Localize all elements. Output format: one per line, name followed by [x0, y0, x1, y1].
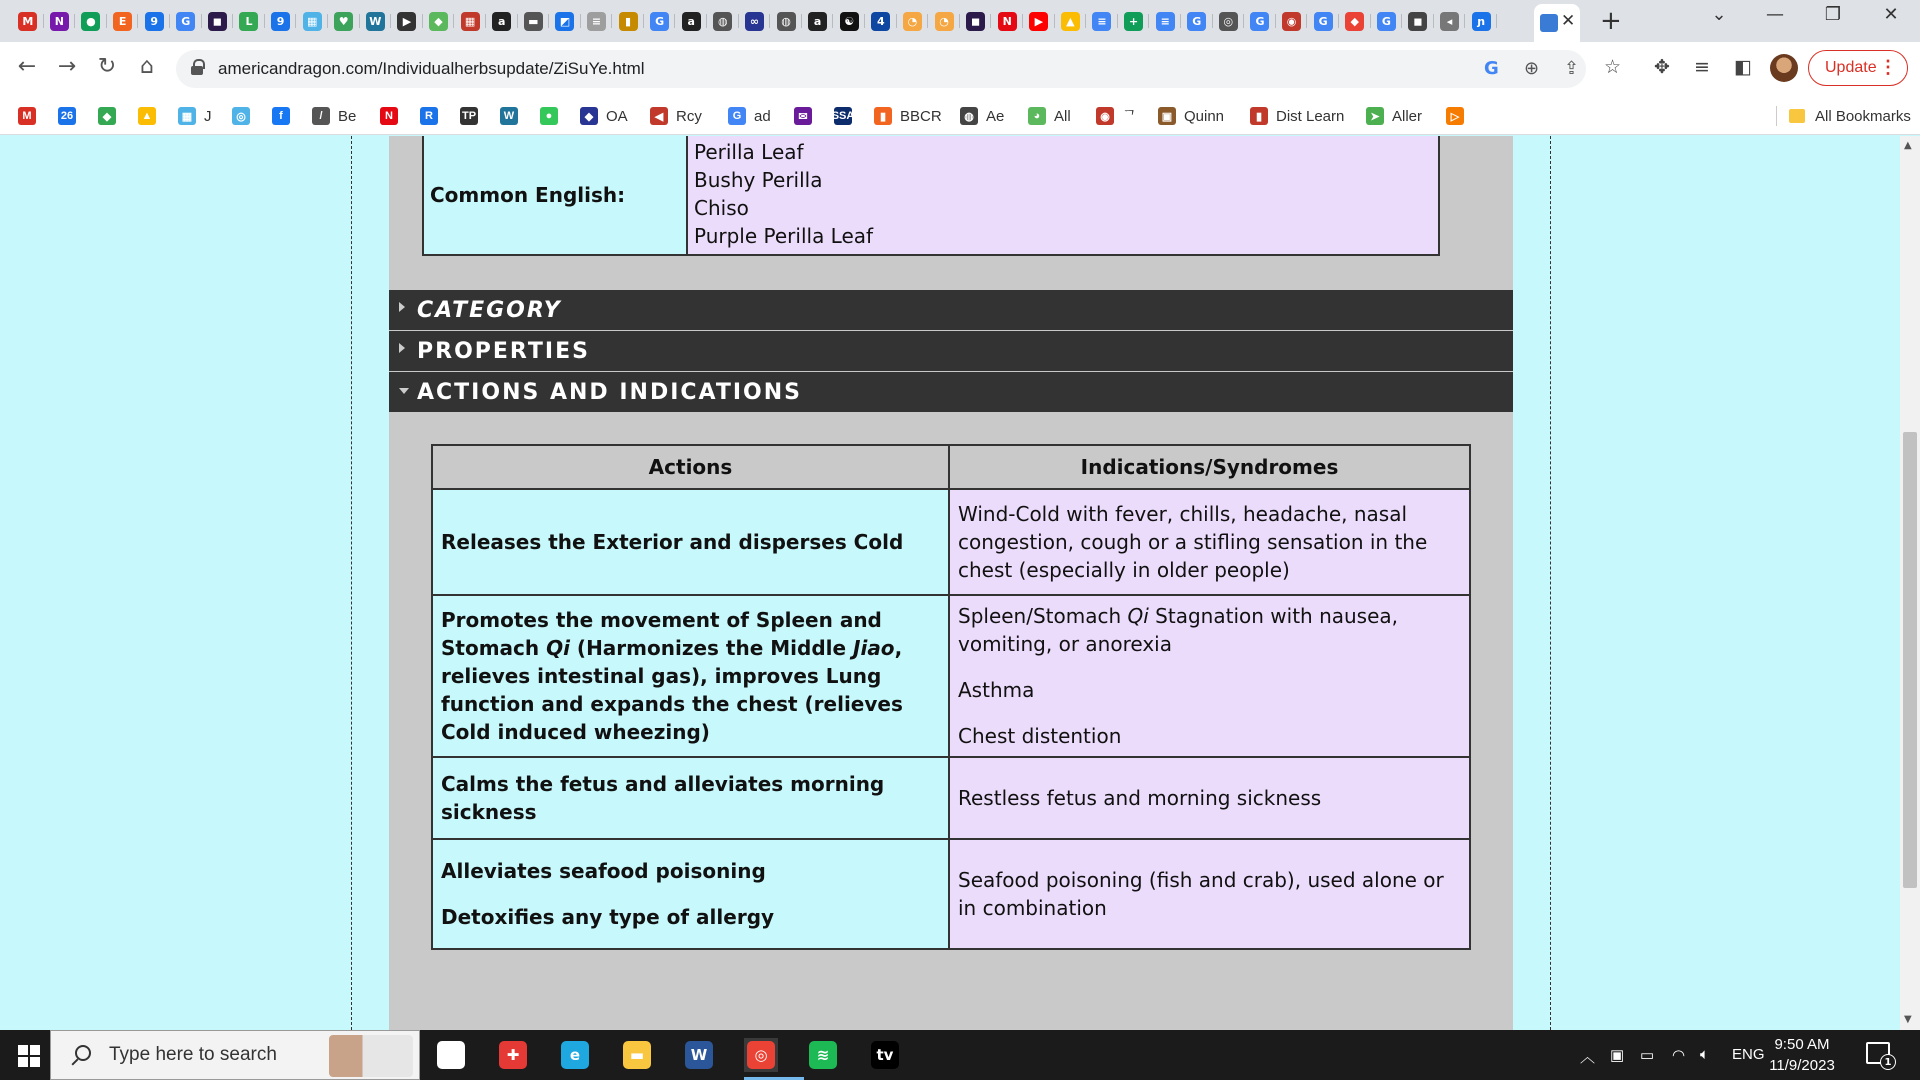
bookmark-favicon-icon: ▲	[138, 107, 156, 125]
lock-icon[interactable]	[190, 59, 204, 77]
edge-icon: e	[561, 1041, 589, 1069]
apple-tv-icon: tv	[871, 1041, 899, 1069]
bookmark-favicon-icon: ▦	[178, 107, 196, 125]
side-panel-icon[interactable]: ◧	[1734, 56, 1752, 78]
google-2-icon: G	[650, 12, 669, 31]
bookmark-item[interactable]	[1366, 105, 1422, 127]
tab-chart[interactable]	[296, 8, 328, 34]
bookmark-item[interactable]	[540, 105, 566, 127]
table-header-row	[432, 445, 1470, 489]
search-highlight-image	[329, 1035, 413, 1077]
docs-icon: ≡	[1092, 12, 1111, 31]
spiral-icon: ◎	[1219, 12, 1238, 31]
section-properties[interactable]	[389, 331, 1513, 371]
bookmark-item[interactable]	[420, 105, 446, 127]
tab-bar[interactable]	[518, 8, 550, 34]
tab-calendar-2[interactable]	[265, 8, 297, 34]
meet-now-icon[interactable]: ▣	[1610, 1047, 1625, 1064]
bookmark-item[interactable]	[138, 105, 164, 127]
orange-icon: ◔	[903, 12, 922, 31]
google-6-icon: G	[1377, 12, 1396, 31]
bookmark-favicon-icon: W	[500, 107, 518, 125]
start-button[interactable]	[18, 1045, 40, 1067]
url-text[interactable]: americandragon.com/Individualherbsupdate/ZiSuYe.html	[218, 59, 645, 78]
chart-icon: ▦	[303, 12, 322, 31]
herb-content	[389, 136, 1513, 1030]
bookmark-favicon-icon: ◕	[1028, 107, 1046, 125]
bar-icon: ▬	[524, 12, 543, 31]
tab-google-4[interactable]	[1244, 8, 1276, 34]
tab-calendar[interactable]	[138, 8, 170, 34]
tab-docs[interactable]	[1086, 8, 1118, 34]
tab-etsy[interactable]	[107, 8, 139, 34]
onenote-icon: N	[50, 12, 69, 31]
taskbar-apple-tv[interactable]	[868, 1038, 902, 1072]
heart-icon: ♥	[334, 12, 353, 31]
tab-yinyang[interactable]	[833, 8, 865, 34]
bookmark-favicon-icon: /	[312, 107, 330, 125]
bookmark-favicon-icon: ◉	[1096, 107, 1114, 125]
tab-dark-2[interactable]	[960, 8, 992, 34]
action-text: Releases the Exterior and disperses Cold	[441, 530, 904, 554]
tab-arrow[interactable]	[391, 8, 423, 34]
bookmark-label: BBCR	[900, 107, 942, 125]
taskbar-health-app[interactable]	[496, 1038, 530, 1072]
google-5-icon: G	[1314, 12, 1333, 31]
close-window-button[interactable]: ✕	[1883, 4, 1899, 25]
text-run: (Harmonizes the Middle	[569, 636, 854, 660]
page-border-right	[1550, 136, 1551, 1030]
italic-term: Jiao	[853, 636, 895, 660]
taskbar-file-explorer[interactable]	[620, 1038, 654, 1072]
taskbar-clock[interactable]	[1762, 1034, 1842, 1076]
show-hidden-icons-chevron-icon[interactable]: ︿	[1580, 1049, 1596, 1066]
wifi-icon[interactable]: ◠	[1672, 1047, 1686, 1064]
bookmark-favicon-icon: 26	[58, 107, 76, 125]
bookmark-label: ᄀ	[1122, 108, 1137, 126]
etsy-icon: E	[113, 12, 132, 31]
text-run: , relieves intestinal gas), improves Lung function and expands the chest (relieves Cold induced wheezing)	[441, 636, 903, 744]
tab-green-app[interactable]	[233, 8, 265, 34]
orange-2-icon: ◔	[935, 12, 954, 31]
common-english-label: Common English:	[424, 136, 688, 254]
action-cell	[432, 489, 949, 595]
extensions-icon[interactable]: ✥	[1654, 56, 1670, 78]
action-text: Alleviates seafood poisoning	[441, 859, 766, 883]
bookmark-item[interactable]	[1446, 105, 1472, 127]
collapse-triangle-icon	[399, 388, 409, 394]
squiggle-icon: ɲ	[1472, 12, 1491, 31]
bookmark-favicon-icon: ➤	[1366, 107, 1384, 125]
tab-bars[interactable]	[612, 8, 644, 34]
tab-strip	[0, 0, 1920, 42]
bookmark-favicon-icon: ◆	[98, 107, 116, 125]
tab-drive[interactable]	[1055, 8, 1087, 34]
text-run: Promotes the movement of Spleen and Stomach	[441, 608, 882, 660]
tab-drop[interactable]	[75, 8, 107, 34]
bookmark-item[interactable]	[1096, 105, 1137, 127]
bookmark-star-icon[interactable]: ☆	[1604, 56, 1622, 78]
bookmark-item[interactable]	[312, 105, 356, 127]
tab-list	[12, 8, 1497, 34]
tab-box[interactable]	[1402, 8, 1434, 34]
common-name: Perilla Leaf	[694, 140, 804, 164]
taskbar-word[interactable]	[682, 1038, 716, 1072]
italic-term: Qi	[1127, 604, 1149, 628]
bookmark-label: Dist Learn	[1276, 107, 1345, 125]
bookmark-item[interactable]	[960, 105, 1004, 127]
action-text: Detoxifies any type of allergy	[441, 905, 775, 929]
tab-globe-2[interactable]	[770, 8, 802, 34]
clock-date: 11/9/2023	[1769, 1057, 1835, 1074]
action-cell	[432, 757, 949, 839]
taskbar-spotify[interactable]	[806, 1038, 840, 1072]
browser-toolbar	[0, 42, 1920, 96]
bookmark-label: J	[204, 107, 212, 125]
tab-wordpress[interactable]	[360, 8, 392, 34]
common-name: Bushy Perilla	[694, 168, 823, 192]
bookmark-favicon-icon: ▮	[874, 107, 892, 125]
tab-maps[interactable]	[1339, 8, 1371, 34]
docs-2-icon: ≡	[1156, 12, 1175, 31]
tab-squiggle[interactable]	[1465, 8, 1497, 34]
active-tab[interactable]	[1534, 4, 1580, 42]
indication-cell	[949, 757, 1470, 839]
sound-icon: ◂	[1440, 12, 1459, 31]
health-app-icon: ✚	[499, 1041, 527, 1069]
tab-gmail[interactable]	[12, 8, 44, 34]
tab-google-6[interactable]	[1371, 8, 1403, 34]
table-row	[432, 839, 1470, 949]
bookmark-item[interactable]	[728, 105, 771, 127]
indication-text: Seafood poisoning (fish and crab), used alone or in combination	[958, 868, 1444, 920]
bookmark-label: Ae	[986, 107, 1005, 125]
indication-cell	[949, 595, 1470, 757]
tab-heart[interactable]	[328, 8, 360, 34]
box-icon: ◼	[1408, 12, 1427, 31]
bookmark-item[interactable]	[650, 105, 702, 127]
italic-term: Qi	[546, 636, 570, 660]
section-properties-title: PROPERTIES	[417, 338, 590, 364]
bookmark-label: Rcy	[676, 107, 702, 125]
bookmark-item[interactable]	[18, 105, 44, 127]
bookmark-favicon-icon: ◆	[580, 107, 598, 125]
section-actions-title: ACTIONS AND INDICATIONS	[417, 379, 803, 405]
tab-netflix[interactable]	[991, 8, 1023, 34]
google-icon: G	[176, 12, 195, 31]
amazon-icon: a	[492, 12, 511, 31]
grid-red-icon: ▦	[461, 12, 480, 31]
bookmark-favicon-icon: ▮	[1250, 107, 1268, 125]
image-icon: ◩	[555, 12, 574, 31]
amazon-3-icon: a	[808, 12, 827, 31]
bookmark-favicon-icon: ◀	[650, 107, 668, 125]
table-row	[432, 757, 1470, 839]
section-category[interactable]	[389, 290, 1513, 330]
tab-shield[interactable]	[423, 8, 455, 34]
table-row	[432, 595, 1470, 757]
bookmark-favicon-icon: ◍	[960, 107, 978, 125]
bookmarks-separator	[1776, 106, 1777, 126]
bookmark-item[interactable]	[380, 105, 406, 127]
clock-time: 9:50 AM	[1774, 1036, 1830, 1053]
tab-doc[interactable]	[581, 8, 613, 34]
google-3-icon: G	[1187, 12, 1206, 31]
notification-count: 1	[1880, 1054, 1896, 1070]
text-run: Stagnation with nausea, vomiting, or anorexia	[958, 604, 1399, 656]
bookmark-item[interactable]	[831, 105, 860, 127]
home-button[interactable]: ⌂	[140, 54, 154, 79]
tab-google[interactable]	[170, 8, 202, 34]
bookmark-item[interactable]	[272, 105, 298, 127]
task-view-icon: ⊟	[437, 1041, 465, 1069]
tab-link[interactable]	[739, 8, 771, 34]
bookmark-item[interactable]	[232, 105, 258, 127]
actions-header: Actions	[432, 445, 949, 489]
bookmark-item[interactable]	[58, 105, 84, 127]
update-button-label: Update	[1825, 59, 1877, 76]
reading-list-icon[interactable]: ≡	[1694, 56, 1710, 78]
green-app-icon: L	[239, 12, 258, 31]
bookmark-favicon-icon: ▣	[1158, 107, 1176, 125]
page-viewport	[0, 136, 1900, 1030]
bookmark-item[interactable]	[1158, 105, 1224, 127]
bookmark-item[interactable]	[98, 105, 124, 127]
yinyang-icon: ☯	[840, 12, 859, 31]
folder-icon	[1789, 109, 1805, 123]
common-english-names	[688, 136, 1438, 254]
scroll-up-arrow-icon[interactable]: ▲	[1904, 140, 1912, 151]
indication-cell	[949, 489, 1470, 595]
section-actions-indications[interactable]	[389, 372, 1513, 412]
chrome-icon: ◎	[747, 1041, 775, 1069]
drop-icon: ●	[81, 12, 100, 31]
maps-icon: ◆	[1345, 12, 1364, 31]
scroll-down-arrow-icon[interactable]: ▼	[1904, 1014, 1912, 1025]
share-icon[interactable]: ⇪	[1564, 58, 1580, 79]
all-bookmarks-button[interactable]	[1776, 105, 1911, 127]
section-category-title: CATEGORY	[417, 297, 562, 323]
dark-2-icon: ◼	[966, 12, 985, 31]
tab-docs-2[interactable]	[1149, 8, 1181, 34]
tab-sheets[interactable]	[1118, 8, 1150, 34]
tab-orange-2[interactable]	[928, 8, 960, 34]
tab-amazon-2[interactable]	[675, 8, 707, 34]
new-tab-button[interactable]: +	[1600, 6, 1622, 36]
tab-image[interactable]	[549, 8, 581, 34]
indication-text: Restless fetus and morning sickness	[958, 786, 1322, 810]
sheets-icon: +	[1124, 12, 1143, 31]
vertical-scrollbar[interactable]	[1900, 136, 1920, 1030]
bookmark-item[interactable]	[500, 105, 526, 127]
menu-dots-icon: ⋮	[1879, 57, 1897, 77]
tab-onenote[interactable]	[44, 8, 76, 34]
common-english-table	[422, 136, 1440, 256]
tab-amazon-3[interactable]	[802, 8, 834, 34]
profile-avatar[interactable]	[1770, 54, 1798, 82]
bookmark-label: Be	[338, 107, 357, 125]
table-row	[432, 489, 1470, 595]
doc-icon: ≡	[587, 12, 606, 31]
drive-icon: ▲	[1061, 12, 1080, 31]
tab-orange[interactable]	[897, 8, 929, 34]
globe-2-icon: ◍	[777, 12, 796, 31]
volume-icon[interactable]: 🔈︎	[1700, 1046, 1710, 1063]
actions-indications-table	[431, 444, 1471, 950]
zoom-icon[interactable]: ⊕	[1524, 58, 1540, 79]
bookmarks-bar	[0, 96, 1920, 135]
close-tab-icon[interactable]: ✕	[1561, 11, 1576, 31]
notification-center-icon[interactable]	[1866, 1042, 1892, 1068]
bookmark-item[interactable]	[580, 105, 628, 127]
action-cell	[432, 595, 949, 757]
indication-text: Wind-Cold with fever, chills, headache, nasal congestion, cough or a stifling sensation in the chest (especially in older people)	[958, 502, 1428, 582]
text-run: Chest distention	[958, 724, 1122, 748]
address-bar[interactable]	[176, 50, 1586, 88]
calendar-icon: 9	[145, 12, 164, 31]
bookmark-label: Aller	[1392, 107, 1423, 125]
bookmark-item[interactable]	[1250, 105, 1344, 127]
language-indicator[interactable]: ENG	[1732, 1046, 1765, 1063]
tab-youtube[interactable]	[1023, 8, 1055, 34]
spotify-icon: ≋	[809, 1041, 837, 1069]
action-text: Calms the fetus and alleviates morning sickness	[441, 772, 885, 824]
shield-icon: ◆	[429, 12, 448, 31]
search-icon	[75, 1045, 91, 1061]
tab-spiral[interactable]	[1213, 8, 1245, 34]
page-border-left	[351, 136, 352, 1030]
bars-icon: ▮	[619, 12, 638, 31]
bookmark-item[interactable]	[874, 105, 942, 127]
forward-button[interactable]: →	[57, 54, 77, 79]
common-name: Purple Perilla Leaf	[694, 224, 874, 248]
bookmark-label: All	[1054, 107, 1071, 125]
minimize-button[interactable]: —	[1766, 4, 1784, 25]
reload-button[interactable]: ↻	[97, 54, 117, 79]
tab-eye[interactable]	[1276, 8, 1308, 34]
news-icon: 4	[871, 12, 890, 31]
tab-google-3[interactable]	[1181, 8, 1213, 34]
tab-grid-red[interactable]	[454, 8, 486, 34]
file-explorer-icon: ▬	[623, 1041, 651, 1069]
bookmark-label: ad	[754, 107, 771, 125]
bookmark-favicon-icon: ●	[540, 107, 558, 125]
taskbar-edge[interactable]	[558, 1038, 592, 1072]
battery-icon[interactable]: ▭	[1640, 1047, 1655, 1064]
bookmark-favicon-icon: M	[18, 107, 36, 125]
wordpress-icon: W	[366, 12, 385, 31]
all-bookmarks-label: All Bookmarks	[1815, 107, 1911, 125]
amazon-2-icon: a	[682, 12, 701, 31]
text-run: Asthma	[958, 678, 1035, 702]
taskbar-task-view[interactable]	[434, 1038, 468, 1072]
bookmark-favicon-icon: G	[728, 107, 746, 125]
bookmark-item[interactable]	[460, 105, 486, 127]
scrollbar-thumb[interactable]	[1903, 432, 1917, 888]
google-4-icon: G	[1250, 12, 1269, 31]
bookmark-item[interactable]	[178, 105, 212, 127]
bookmark-favicon-icon: N	[380, 107, 398, 125]
gmail-icon: M	[18, 12, 37, 31]
back-button[interactable]: ←	[17, 54, 37, 79]
youtube-icon: ▶	[1029, 12, 1048, 31]
expand-triangle-icon	[399, 343, 405, 353]
tab-dark[interactable]	[202, 8, 234, 34]
tab-sound[interactable]	[1434, 8, 1466, 34]
action-cell	[432, 839, 949, 949]
tab-news[interactable]	[865, 8, 897, 34]
restore-button[interactable]: ❐	[1824, 4, 1842, 25]
word-icon: W	[685, 1041, 713, 1069]
dark-icon: ◼	[208, 12, 227, 31]
google-lens-icon[interactable]: G	[1484, 58, 1499, 79]
tab-search-chevron-icon[interactable]: ⌄	[1711, 4, 1727, 25]
taskbar-search-box[interactable]	[50, 1030, 420, 1080]
arrow-icon: ▶	[397, 12, 416, 31]
bookmark-label: Quinn	[1184, 107, 1225, 125]
taskbar-chrome[interactable]	[744, 1038, 778, 1072]
globe-icon: ◍	[713, 12, 732, 31]
common-name: Chiso	[694, 196, 749, 220]
eye-icon: ◉	[1282, 12, 1301, 31]
link-icon: ∞	[745, 12, 764, 31]
windows-taskbar	[0, 1030, 1920, 1080]
netflix-icon: N	[998, 12, 1017, 31]
bookmark-label: OA	[606, 107, 628, 125]
bookmark-favicon-icon: ▷	[1446, 107, 1464, 125]
expand-triangle-icon	[399, 302, 405, 312]
bookmark-favicon-icon: ◎	[232, 107, 250, 125]
indication-cell	[949, 839, 1470, 949]
calendar-2-icon: 9	[271, 12, 290, 31]
tab-amazon[interactable]	[486, 8, 518, 34]
bookmark-item[interactable]	[1028, 105, 1071, 127]
bookmark-item[interactable]	[794, 105, 820, 127]
indications-header: Indications/Syndromes	[949, 445, 1470, 489]
bookmark-favicon-icon: R	[420, 107, 438, 125]
active-tab-favicon-icon	[1540, 14, 1558, 32]
update-button[interactable]	[1808, 50, 1908, 86]
tab-globe[interactable]	[707, 8, 739, 34]
bookmark-favicon-icon: ✉	[794, 107, 812, 125]
text-run: Spleen/Stomach	[958, 604, 1128, 628]
bookmark-favicon-icon: f	[272, 107, 290, 125]
search-placeholder: Type here to search	[109, 1044, 277, 1065]
bookmark-favicon-icon: SSA	[834, 107, 852, 125]
tab-google-2[interactable]	[644, 8, 676, 34]
tab-google-5[interactable]	[1307, 8, 1339, 34]
bookmark-favicon-icon: TP	[460, 107, 478, 125]
